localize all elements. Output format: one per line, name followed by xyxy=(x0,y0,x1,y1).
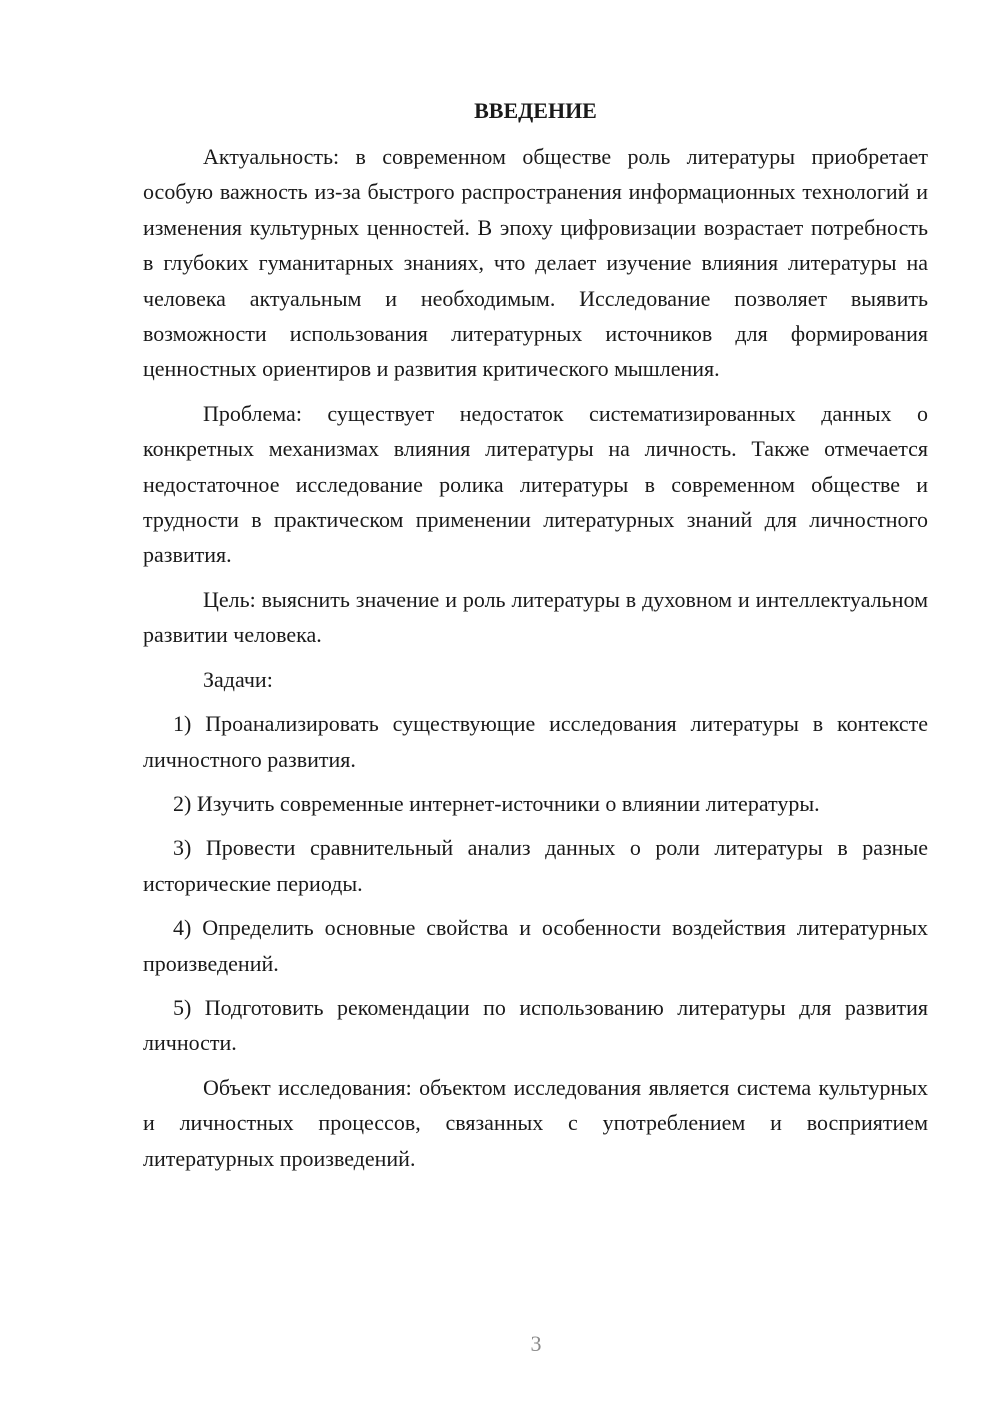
tasks-list xyxy=(143,706,928,1061)
object-paragraph: Объект исследования: объектом исследования является система культурных и личностных процессов, связанных с употреблением и восприятием литературных произведений. xyxy=(143,1074,928,1171)
relevance-paragraph: Актуальность: в современном обществе роль литературы приобретает особую важность из-за быстрого распространения информационных технологий и изменения культурных ценностей. В эпоху цифровизации возрастает потребность в глубоких гуманитарных знаниях, что делает изучение влияния литературы на человека актуальным и необходимым. Исследование позволяет выявить возможности использования литературных источников для формирования ценностных ориентиров и развития критического мышления. xyxy=(143,144,928,382)
goal-paragraph: Цель: выяснить значение и роль литературы в духовном и интеллектуальном развитии человека. xyxy=(143,586,928,648)
tasks-label: Задачи: xyxy=(203,666,273,692)
task-item: 2) Изучить современные интернет-источники о влиянии литературы. xyxy=(173,790,820,816)
problem-paragraph: Проблема: существует недостаток систематизированных данных о конкретных механизмах влияния литературы на личность. Также отмечается недостаточное исследование ролика литературы в современном обществе и трудности в практическом применении литературных знаний для личностного развития. xyxy=(143,400,928,568)
section-heading: ВВЕДЕНИЕ xyxy=(474,98,597,123)
task-item: 1) Проанализировать существующие исследования литературы в контексте личностного развития. xyxy=(143,711,928,772)
task-item: 5) Подготовить рекомендации по использованию литературы для развития личности. xyxy=(143,994,928,1056)
task-item: 4) Определить основные свойства и особенности воздействия литературных произведений. xyxy=(143,915,928,976)
page-number: 3 xyxy=(530,1331,542,1356)
page-content xyxy=(143,96,928,1185)
task-item: 3) Провести сравнительный анализ данных о роли литературы в разные исторические периоды. xyxy=(143,835,928,896)
